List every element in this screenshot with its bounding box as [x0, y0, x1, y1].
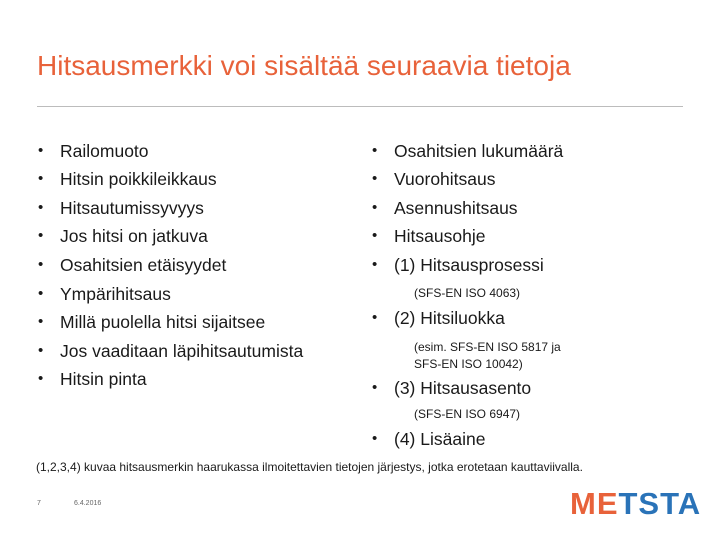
- bullet-icon: •: [38, 285, 44, 302]
- list-item: [372, 225, 486, 247]
- bullet-icon: •: [372, 170, 378, 187]
- logo-part-blue: TSTA: [618, 486, 702, 521]
- bullet-icon: •: [372, 430, 378, 447]
- bullet-icon: •: [372, 142, 378, 159]
- list-item-text: Hitsin poikkileikkaus: [60, 169, 217, 189]
- list-item-text: Hitsautumissyvyys: [60, 198, 204, 218]
- bullet-icon: •: [372, 256, 378, 273]
- slide-title: Hitsausmerkki voi sisältää seuraavia tietoja: [37, 50, 571, 81]
- bullet-icon: •: [38, 342, 44, 359]
- standard-note: (esim. SFS-EN ISO 5817 ja: [414, 340, 561, 354]
- list-item-text: (2) Hitsiluokka: [394, 308, 505, 328]
- list-item-text: (4) Lisäaine: [394, 429, 486, 449]
- logo-part-orange: ME: [570, 486, 619, 521]
- list-item-text: Asennushitsaus: [394, 198, 518, 218]
- list-item-text: Railomuoto: [60, 141, 149, 161]
- list-item: [372, 377, 532, 399]
- bullet-icon: •: [38, 170, 44, 187]
- list-item: [38, 368, 147, 390]
- list-item: [372, 254, 544, 276]
- list-item-text: (3) Hitsausasento: [394, 378, 532, 398]
- bullet-icon: •: [38, 370, 44, 387]
- list-item-text: Hitsin pinta: [60, 369, 147, 389]
- list-item: [38, 140, 149, 162]
- list-item-text: Osahitsien etäisyydet: [60, 255, 227, 275]
- list-item: [38, 197, 204, 219]
- list-item-text: Hitsausohje: [394, 226, 486, 246]
- list-item: [372, 168, 496, 190]
- list-item: [38, 283, 171, 305]
- standard-note: (SFS-EN ISO 4063): [414, 286, 521, 300]
- list-item: [372, 197, 518, 219]
- list-item: [38, 340, 304, 362]
- list-item: [372, 307, 505, 329]
- footnote: (1,2,3,4) kuvaa hitsausmerkin haarukassa ilmoitettavien tietojen järjestys, jotka erotetaan kauttaviivalla.: [36, 460, 583, 474]
- list-item: [38, 311, 266, 333]
- bullet-icon: •: [38, 227, 44, 244]
- list-item-text: Jos hitsi on jatkuva: [60, 226, 208, 246]
- list-item: [372, 140, 564, 162]
- bullet-icon: •: [38, 256, 44, 273]
- title-divider: [37, 106, 683, 107]
- list-item-text: Millä puolella hitsi sijaitsee: [60, 312, 266, 332]
- bullet-icon: •: [372, 309, 378, 326]
- list-item-text: (1) Hitsausprosessi: [394, 255, 544, 275]
- list-item: [38, 168, 217, 190]
- slide-date: 6.4.2016: [74, 500, 102, 507]
- list-item-text: Osahitsien lukumäärä: [394, 141, 564, 161]
- page-number: 7: [37, 500, 41, 507]
- standard-note: SFS-EN ISO 10042): [414, 357, 523, 371]
- list-item: [372, 428, 486, 450]
- bullet-icon: •: [38, 142, 44, 159]
- list-item: [38, 254, 227, 276]
- list-item-text: Ympärihitsaus: [60, 284, 171, 304]
- bullet-icon: •: [38, 199, 44, 216]
- bullet-icon: •: [38, 313, 44, 330]
- metsta-logo: [570, 486, 701, 522]
- list-item: [38, 225, 208, 247]
- bullet-icon: •: [372, 379, 378, 396]
- standard-note: (SFS-EN ISO 6947): [414, 407, 521, 421]
- bullet-icon: •: [372, 199, 378, 216]
- list-item-text: Jos vaaditaan läpihitsautumista: [60, 341, 304, 361]
- list-item-text: Vuorohitsaus: [394, 169, 496, 189]
- bullet-icon: •: [372, 227, 378, 244]
